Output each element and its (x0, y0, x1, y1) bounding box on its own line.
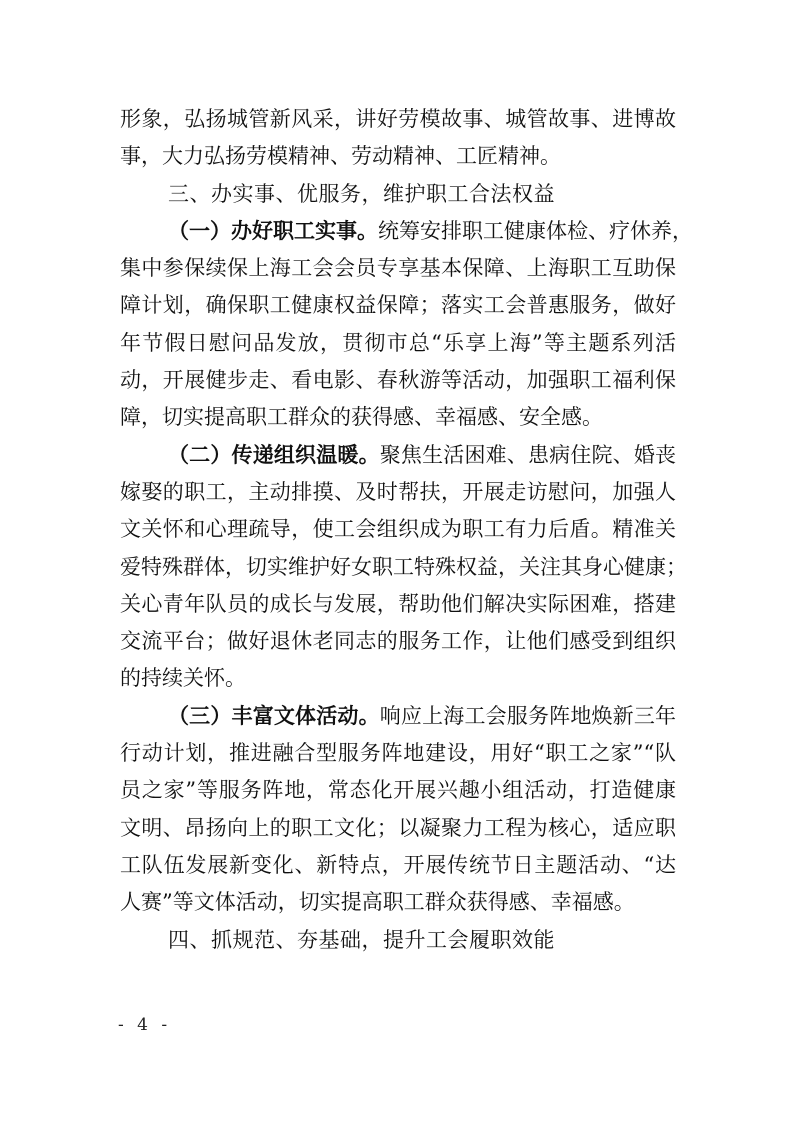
body-text-line: 障，切实提高职工群众的获得感、幸福感、安全感。 (120, 405, 603, 430)
paragraph-text: 聚焦生活困难、患病住院、婚丧 (379, 442, 677, 467)
body-text-line: 障计划，确保职工健康权益保障；落实工会普惠服务，做好 (120, 293, 676, 318)
page-number: - 4 - (118, 1015, 172, 1035)
paragraph-lead-title: （一）办好职工实事。 (168, 218, 378, 243)
document-page (120, 101, 693, 959)
body-text-line: 年节假日慰问品发放，贯彻市总“乐享上海”等主题系列活 (120, 330, 676, 355)
body-text-line: 集中参保续保上海工会会员专享基本保障、上海职工互助保 (120, 256, 676, 281)
paragraph-first-line (120, 213, 693, 250)
paragraph-first-line (120, 437, 676, 474)
body-text-line: 形象，弘扬城管新风采，讲好劳模故事、城管故事、进博故 (120, 107, 676, 131)
body-text-line: 交流平台；做好退休老同志的服务工作，让他们感受到组织 (120, 629, 676, 654)
paragraph-text: 响应上海工会服务阵地焕新三年 (379, 703, 677, 728)
paragraph-first-line (120, 698, 676, 735)
body-text-line: 关心青年队员的成长与发展，帮助他们解决实际困难，搭建 (120, 591, 676, 616)
body-text-line: 文关怀和心理疏导，使工会组织成为职工有力后盾。精准关 (120, 517, 676, 542)
body-text-line: 员之家”等服务阵地，常态化开展兴趣小组活动，打造健康 (120, 778, 676, 803)
body-text-line: 动，开展健步走、看电影、春秋游等活动，加强职工福利保 (120, 368, 676, 393)
body-text-line: 事，大力弘扬劳模精神、劳动精神、工匠精神。 (120, 144, 561, 169)
body-text-line: 工队伍发展新变化、新特点，开展传统节日主题活动、“达 (120, 852, 676, 877)
body-text-line: 文明、昂扬向上的职工文化；以凝聚力工程为核心，适应职 (120, 815, 676, 840)
body-text-line: 爱特殊群体，切实维护好女职工特殊权益，关注其身心健康； (120, 554, 687, 579)
body-text-line: 的持续关怀。 (120, 666, 246, 691)
paragraph-lead-title: （二）传递组织温暖。 (168, 442, 380, 467)
section-heading-three: 三、办实事、优服务，维护职工合法权益 (168, 181, 555, 206)
paragraph-lead-title: （三）丰富文体活动。 (168, 703, 380, 728)
paragraph-text: 统筹安排职工健康体检、疗休养， (378, 218, 693, 243)
section-heading-four: 四、抓规范、夯基础，提升工会履职效能 (168, 927, 555, 952)
body-text-line: 嫁娶的职工，主动排摸、及时帮扶，开展走访慰问，加强人 (120, 479, 676, 504)
body-text-line: 行动计划，推进融合型服务阵地建设，用好“职工之家”“队 (120, 741, 676, 766)
body-text-line: 人赛”等文体活动，切实提高职工群众获得感、幸福感。 (120, 890, 635, 915)
